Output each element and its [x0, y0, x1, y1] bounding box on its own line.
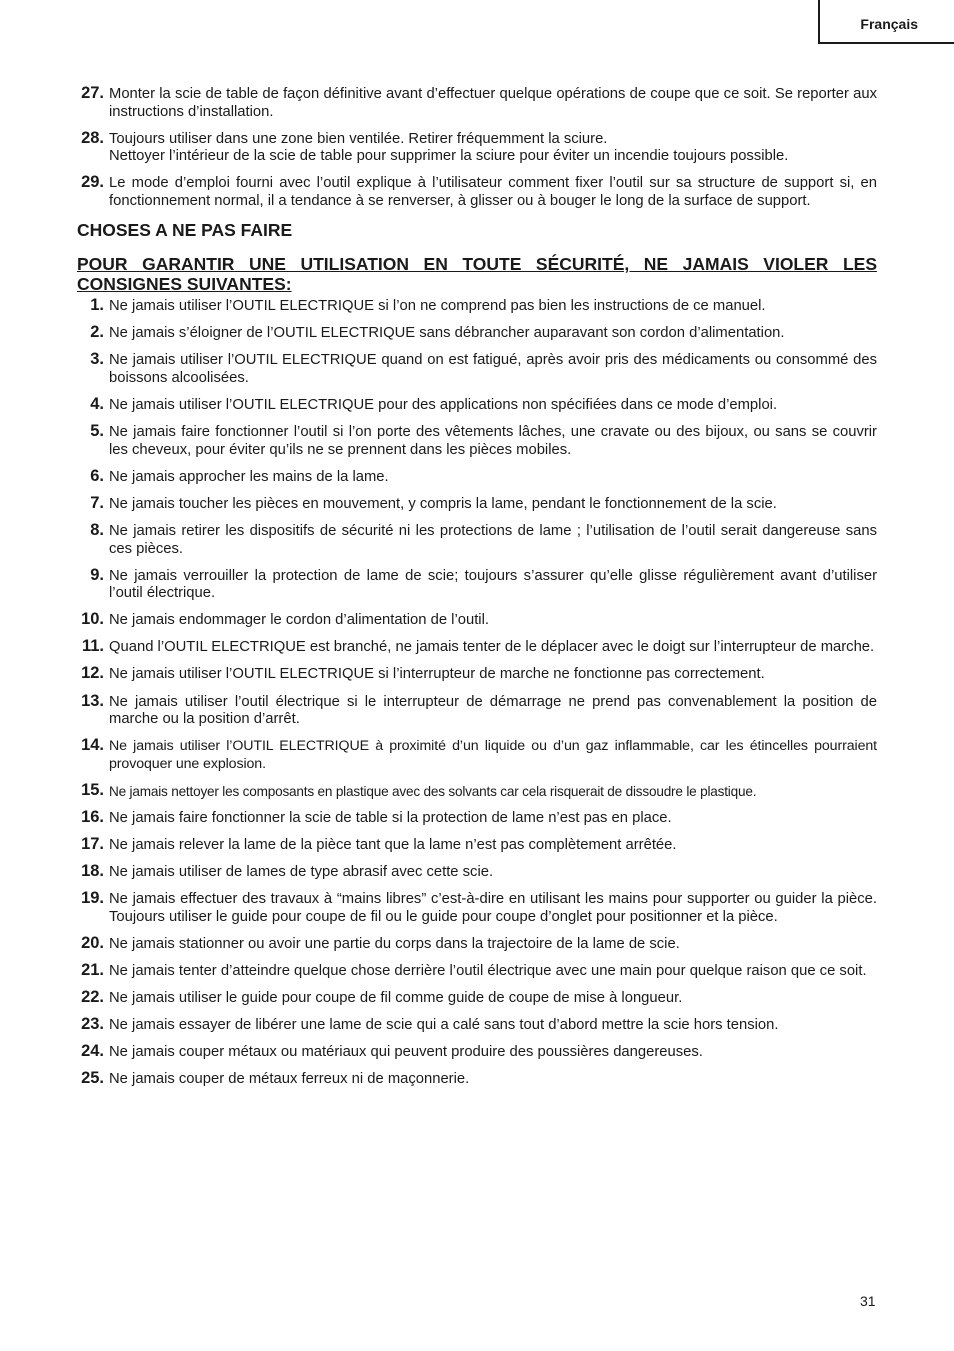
item-text: Quand l’OUTIL ELECTRIQUE est branché, ne jamais tenter de le déplacer avec le doigt sur l’interrupteur de marche.	[109, 639, 875, 656]
item-number: 8.	[90, 520, 104, 539]
item-text: Ne jamais couper métaux ou matériaux qui peuvent produire des poussières dangereuses.	[109, 1044, 703, 1061]
section-title: CHOSES A NE PAS FAIRE	[77, 220, 293, 241]
list-item	[77, 424, 877, 459]
item-text: Ne jamais utiliser l’OUTIL ELECTRIQUE quand on est fatigué, après avoir pris des médicaments ou consommé des boissons alcoolisées.	[109, 352, 877, 386]
list-item	[77, 837, 877, 855]
item-text: Ne jamais utiliser l’outil électrique si le interrupteur de démarrage ne prend pas convenablement la position de marche ou la position d’arrêt.	[109, 693, 877, 728]
item-text: Ne jamais relever la lame de la pièce tant que la lame n’est pas complètement arrêtée.	[109, 837, 677, 854]
item-number: 24.	[81, 1042, 104, 1061]
list-item	[77, 691, 877, 729]
item-text: Ne jamais utiliser l’OUTIL ELECTRIQUE si l’interrupteur de marche ne fonctionne pas correctement.	[109, 666, 765, 683]
item-number: 13.	[81, 691, 104, 710]
language-label: Français	[860, 16, 918, 32]
item-text: Monter la scie de table de façon définitive avant d’effectuer quelque opérations de coupe que ce soit. Se reporter aux instructions d’installation.	[109, 86, 877, 120]
item-text: Ne jamais verrouiller la protection de lame de scie; toujours s’assurer qu’elle glisse régulièrement avant d’utiliser l’outil électrique.	[109, 567, 877, 602]
list-item	[77, 1017, 877, 1035]
item-text: Ne jamais s’éloigner de l’OUTIL ELECTRIQUE sans débrancher auparavant son cordon d’alimentation.	[109, 325, 785, 342]
list-item	[77, 466, 877, 487]
item-number: 23.	[81, 1015, 104, 1034]
item-number: 28.	[81, 128, 104, 147]
item-text: Ne jamais utiliser l’OUTIL ELECTRIQUE si l’on ne comprend pas bien les instructions de ce manuel.	[109, 298, 766, 315]
item-number: 4.	[90, 394, 104, 413]
item-text: Ne jamais utiliser de lames de type abrasif avec cette scie.	[109, 864, 494, 881]
item-number: 3.	[90, 350, 104, 369]
list-item	[77, 352, 877, 387]
list-item	[77, 394, 877, 415]
item-number: 10.	[81, 610, 104, 629]
item-text: Ne jamais endommager le cordon d’alimentation de l’outil.	[109, 612, 489, 629]
item-number: 2.	[90, 323, 104, 342]
item-text: Ne jamais utiliser l’OUTIL ELECTRIQUE pour des applications non spécifiées dans ce mode d’emploi.	[109, 396, 778, 413]
item-number: 7.	[90, 493, 104, 512]
list-item	[77, 612, 877, 630]
item-number: 27.	[81, 84, 104, 102]
item-number: 25.	[81, 1069, 104, 1088]
item-text: Ne jamais approcher les mains de la lame.	[109, 468, 389, 485]
list-item	[77, 565, 877, 603]
item-text: Ne jamais essayer de libérer une lame de scie qui a calé sans tout d’abord mettre la scie hors tension.	[109, 1017, 779, 1034]
item-number: 18.	[81, 862, 104, 881]
item-text: Le mode d’emploi fourni avec l’outil explique à l’utilisateur comment fixer l’outil sur sa structure de support si, en fonctionnement normal, il a tendance à se renverser, à glisser ou à bouger le long de la surface de support.	[109, 175, 877, 209]
item-number: 1.	[90, 296, 104, 315]
item-text: Ne jamais faire fonctionner l’outil si l’on porte des vêtements lâches, une cravate ou des bijoux, ou sans se couvrir les cheveux, pour éviter qu’ils ne se prennent dans les pièces mobiles.	[109, 424, 877, 458]
list-item	[77, 128, 877, 166]
page-content	[77, 86, 877, 1099]
item-number: 11.	[81, 637, 104, 656]
item-number: 22.	[81, 988, 104, 1007]
item-text: Ne jamais retirer les dispositifs de sécurité ni les protections de lame ; l’utilisation de l’outil serait dangereuse sans ces pièces.	[109, 522, 877, 557]
list-item	[77, 639, 877, 657]
item-text: Toujours utiliser dans une zone bien ventilée. Retirer fréquemment la sciure. Nettoyer l’intérieur de la scie de table pour supprimer la sciure pour éviter un incendie toujours possible.	[109, 130, 789, 165]
list-item	[77, 990, 877, 1008]
item-number: 20.	[81, 934, 104, 952]
item-number: 16.	[81, 808, 104, 827]
list-item	[77, 493, 877, 514]
item-text: Ne jamais utiliser l’OUTIL ELECTRIQUE à proximité d’un liquide ou d’un gaz inflammable, car les étincelles pourraient provoquer une explosion.	[109, 738, 877, 772]
list-item	[77, 175, 877, 210]
list-item	[77, 325, 877, 343]
item-text: Ne jamais stationner ou avoir une partie du corps dans la trajectoire de la lame de scie.	[109, 936, 680, 952]
item-text: Ne jamais effectuer des travaux à “mains libres” c’est-à-dire en utilisant les mains pour supporter ou guider la pièce. Toujours utiliser le guide pour coupe de fil ou le guide pour coupe d’onglet pour positionner et la pièce.	[109, 891, 877, 925]
list-item	[77, 1071, 877, 1089]
list-item	[77, 810, 877, 828]
item-number: 5.	[90, 422, 104, 441]
list-item	[77, 780, 877, 801]
list-item	[77, 666, 877, 684]
list-item	[77, 520, 877, 558]
list-item	[77, 738, 877, 773]
list-item	[77, 936, 877, 954]
list-item	[77, 864, 877, 882]
list-item	[77, 963, 877, 981]
section-subtitle: POUR GARANTIR UNE UTILISATION EN TOUTE SÉCURITÉ, NE JAMAIS VIOLER LES CONSIGNES SUIVANTES:	[77, 254, 877, 295]
language-tab	[818, 0, 954, 44]
item-text: Ne jamais nettoyer les composants en plastique avec des solvants car cela risquerait de dissoudre le plastique.	[109, 783, 757, 799]
item-text: Ne jamais utiliser le guide pour coupe de fil comme guide de coupe de mise à longueur.	[109, 990, 683, 1007]
item-number: 17.	[81, 835, 104, 854]
page-number: 31	[860, 1293, 876, 1309]
item-number: 12.	[81, 664, 104, 683]
item-text: Ne jamais toucher les pièces en mouvement, y compris la lame, pendant le fonctionnement de la scie.	[109, 495, 777, 512]
item-text: Ne jamais couper de métaux ferreux ni de maçonnerie.	[109, 1071, 470, 1088]
list-item	[77, 298, 877, 316]
list-item	[77, 891, 877, 926]
item-text: Ne jamais faire fonctionner la scie de table si la protection de lame n’est pas en place.	[109, 810, 672, 827]
item-text: Ne jamais tenter d’atteindre quelque chose derrière l’outil électrique avec une main pour quelque raison que ce soit.	[109, 963, 867, 980]
item-number: 15.	[81, 780, 104, 799]
list-item	[77, 86, 877, 121]
item-number: 14.	[81, 736, 104, 755]
list-item	[77, 1044, 877, 1062]
item-number: 29.	[81, 173, 104, 192]
item-number: 19.	[81, 889, 104, 908]
item-number: 6.	[90, 466, 104, 485]
item-number: 9.	[90, 565, 104, 584]
item-number: 21.	[81, 961, 104, 980]
